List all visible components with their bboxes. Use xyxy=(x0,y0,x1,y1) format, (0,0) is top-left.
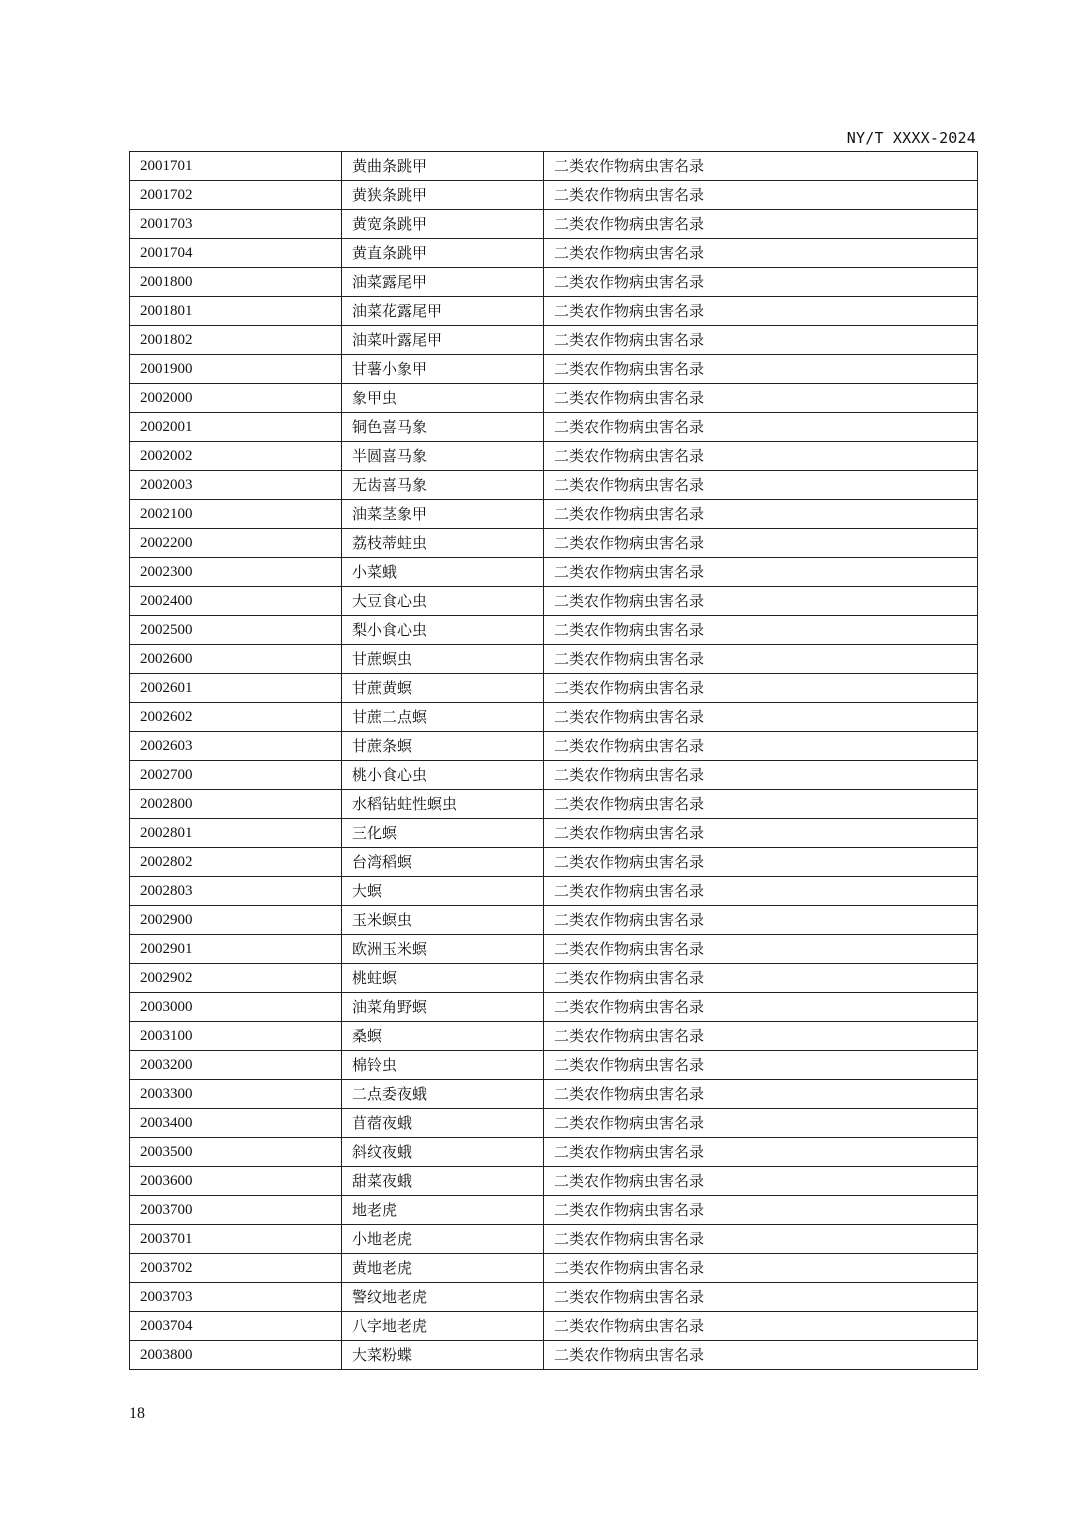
category-cell: 二类农作物病虫害名录 xyxy=(544,587,978,616)
code-cell: 2002800 xyxy=(130,790,342,819)
code-cell: 2001900 xyxy=(130,355,342,384)
category-cell: 二类农作物病虫害名录 xyxy=(544,1225,978,1254)
table-row xyxy=(130,297,978,326)
code-cell: 2002803 xyxy=(130,877,342,906)
table-row xyxy=(130,152,978,181)
table-row xyxy=(130,181,978,210)
category-cell: 二类农作物病虫害名录 xyxy=(544,1051,978,1080)
name-cell: 油菜花露尾甲 xyxy=(342,297,544,326)
category-cell: 二类农作物病虫害名录 xyxy=(544,384,978,413)
table-row xyxy=(130,616,978,645)
category-cell: 二类农作物病虫害名录 xyxy=(544,529,978,558)
name-cell: 斜纹夜蛾 xyxy=(342,1138,544,1167)
code-cell: 2002100 xyxy=(130,500,342,529)
table-row xyxy=(130,1051,978,1080)
table-row xyxy=(130,906,978,935)
category-cell: 二类农作物病虫害名录 xyxy=(544,471,978,500)
name-cell: 甘蔗黄螟 xyxy=(342,674,544,703)
category-cell: 二类农作物病虫害名录 xyxy=(544,1138,978,1167)
standard-code: NY/T XXXX-2024 xyxy=(846,129,976,147)
table-row xyxy=(130,993,978,1022)
name-cell: 欧洲玉米螟 xyxy=(342,935,544,964)
table-row xyxy=(130,1312,978,1341)
code-cell: 2002200 xyxy=(130,529,342,558)
name-cell: 油菜茎象甲 xyxy=(342,500,544,529)
category-cell: 二类农作物病虫害名录 xyxy=(544,1254,978,1283)
category-cell: 二类农作物病虫害名录 xyxy=(544,877,978,906)
code-cell: 2001701 xyxy=(130,152,342,181)
table-row xyxy=(130,1167,978,1196)
code-cell: 2003200 xyxy=(130,1051,342,1080)
table-row xyxy=(130,1196,978,1225)
category-cell: 二类农作物病虫害名录 xyxy=(544,1167,978,1196)
code-cell: 2003500 xyxy=(130,1138,342,1167)
name-cell: 甘薯小象甲 xyxy=(342,355,544,384)
name-cell: 警纹地老虎 xyxy=(342,1283,544,1312)
name-cell: 桃小食心虫 xyxy=(342,761,544,790)
table-row xyxy=(130,210,978,239)
code-cell: 2002902 xyxy=(130,964,342,993)
table-row xyxy=(130,964,978,993)
table-row xyxy=(130,1080,978,1109)
category-cell: 二类农作物病虫害名录 xyxy=(544,993,978,1022)
category-cell: 二类农作物病虫害名录 xyxy=(544,500,978,529)
table-row xyxy=(130,645,978,674)
table-row xyxy=(130,413,978,442)
code-cell: 2002300 xyxy=(130,558,342,587)
name-cell: 铜色喜马象 xyxy=(342,413,544,442)
code-cell: 2002700 xyxy=(130,761,342,790)
code-cell: 2001801 xyxy=(130,297,342,326)
category-cell: 二类农作物病虫害名录 xyxy=(544,355,978,384)
table-row xyxy=(130,500,978,529)
name-cell: 大螟 xyxy=(342,877,544,906)
name-cell: 荔枝蒂蛀虫 xyxy=(342,529,544,558)
table-row xyxy=(130,1283,978,1312)
category-cell: 二类农作物病虫害名录 xyxy=(544,819,978,848)
table-row xyxy=(130,558,978,587)
code-cell: 2003300 xyxy=(130,1080,342,1109)
name-cell: 黄直条跳甲 xyxy=(342,239,544,268)
name-cell: 梨小食心虫 xyxy=(342,616,544,645)
table-row xyxy=(130,1109,978,1138)
code-cell: 2001800 xyxy=(130,268,342,297)
table-row xyxy=(130,529,978,558)
name-cell: 甘蔗二点螟 xyxy=(342,703,544,732)
category-cell: 二类农作物病虫害名录 xyxy=(544,616,978,645)
code-cell: 2001704 xyxy=(130,239,342,268)
name-cell: 甘蔗条螟 xyxy=(342,732,544,761)
code-cell: 2002901 xyxy=(130,935,342,964)
category-cell: 二类农作物病虫害名录 xyxy=(544,442,978,471)
category-cell: 二类农作物病虫害名录 xyxy=(544,181,978,210)
code-cell: 2003600 xyxy=(130,1167,342,1196)
category-cell: 二类农作物病虫害名录 xyxy=(544,1080,978,1109)
code-cell: 2003701 xyxy=(130,1225,342,1254)
category-cell: 二类农作物病虫害名录 xyxy=(544,674,978,703)
table-row xyxy=(130,587,978,616)
code-cell: 2002400 xyxy=(130,587,342,616)
category-cell: 二类农作物病虫害名录 xyxy=(544,906,978,935)
category-cell: 二类农作物病虫害名录 xyxy=(544,326,978,355)
code-cell: 2002603 xyxy=(130,732,342,761)
code-cell: 2001703 xyxy=(130,210,342,239)
category-cell: 二类农作物病虫害名录 xyxy=(544,239,978,268)
category-cell: 二类农作物病虫害名录 xyxy=(544,848,978,877)
code-cell: 2002601 xyxy=(130,674,342,703)
table-row xyxy=(130,384,978,413)
code-cell: 2003703 xyxy=(130,1283,342,1312)
name-cell: 桑螟 xyxy=(342,1022,544,1051)
pest-list-table xyxy=(129,151,978,1370)
name-cell: 油菜露尾甲 xyxy=(342,268,544,297)
name-cell: 黄狭条跳甲 xyxy=(342,181,544,210)
name-cell: 甘蔗螟虫 xyxy=(342,645,544,674)
name-cell: 苜蓿夜蛾 xyxy=(342,1109,544,1138)
table-row xyxy=(130,703,978,732)
table-body xyxy=(130,152,978,1370)
category-cell: 二类农作物病虫害名录 xyxy=(544,210,978,239)
name-cell: 三化螟 xyxy=(342,819,544,848)
table-row xyxy=(130,674,978,703)
code-cell: 2001802 xyxy=(130,326,342,355)
category-cell: 二类农作物病虫害名录 xyxy=(544,1022,978,1051)
code-cell: 2002001 xyxy=(130,413,342,442)
code-cell: 2002500 xyxy=(130,616,342,645)
table-row xyxy=(130,790,978,819)
code-cell: 2002003 xyxy=(130,471,342,500)
category-cell: 二类农作物病虫害名录 xyxy=(544,761,978,790)
table-row xyxy=(130,268,978,297)
table-row xyxy=(130,732,978,761)
table-row xyxy=(130,1341,978,1370)
table-row xyxy=(130,819,978,848)
code-cell: 2003400 xyxy=(130,1109,342,1138)
code-cell: 2003100 xyxy=(130,1022,342,1051)
category-cell: 二类农作物病虫害名录 xyxy=(544,964,978,993)
name-cell: 桃蛀螟 xyxy=(342,964,544,993)
name-cell: 大豆食心虫 xyxy=(342,587,544,616)
code-cell: 2003000 xyxy=(130,993,342,1022)
code-cell: 2003700 xyxy=(130,1196,342,1225)
name-cell: 八字地老虎 xyxy=(342,1312,544,1341)
name-cell: 台湾稻螟 xyxy=(342,848,544,877)
table-row xyxy=(130,1254,978,1283)
table-row xyxy=(130,1138,978,1167)
table-row xyxy=(130,442,978,471)
category-cell: 二类农作物病虫害名录 xyxy=(544,1312,978,1341)
code-cell: 2002000 xyxy=(130,384,342,413)
code-cell: 2002602 xyxy=(130,703,342,732)
name-cell: 二点委夜蛾 xyxy=(342,1080,544,1109)
category-cell: 二类农作物病虫害名录 xyxy=(544,790,978,819)
name-cell: 大菜粉蝶 xyxy=(342,1341,544,1370)
table-row xyxy=(130,326,978,355)
name-cell: 地老虎 xyxy=(342,1196,544,1225)
table-row xyxy=(130,935,978,964)
category-cell: 二类农作物病虫害名录 xyxy=(544,1109,978,1138)
name-cell: 玉米螟虫 xyxy=(342,906,544,935)
category-cell: 二类农作物病虫害名录 xyxy=(544,558,978,587)
code-cell: 2002900 xyxy=(130,906,342,935)
name-cell: 棉铃虫 xyxy=(342,1051,544,1080)
code-cell: 2002600 xyxy=(130,645,342,674)
category-cell: 二类农作物病虫害名录 xyxy=(544,1283,978,1312)
category-cell: 二类农作物病虫害名录 xyxy=(544,935,978,964)
code-cell: 2003704 xyxy=(130,1312,342,1341)
code-cell: 2003702 xyxy=(130,1254,342,1283)
name-cell: 小菜蛾 xyxy=(342,558,544,587)
table-row xyxy=(130,848,978,877)
name-cell: 象甲虫 xyxy=(342,384,544,413)
table-row xyxy=(130,471,978,500)
table-row xyxy=(130,355,978,384)
category-cell: 二类农作物病虫害名录 xyxy=(544,297,978,326)
table-row xyxy=(130,1225,978,1254)
name-cell: 油菜叶露尾甲 xyxy=(342,326,544,355)
name-cell: 小地老虎 xyxy=(342,1225,544,1254)
category-cell: 二类农作物病虫害名录 xyxy=(544,703,978,732)
name-cell: 甜菜夜蛾 xyxy=(342,1167,544,1196)
name-cell: 黄曲条跳甲 xyxy=(342,152,544,181)
category-cell: 二类农作物病虫害名录 xyxy=(544,1196,978,1225)
code-cell: 2002801 xyxy=(130,819,342,848)
category-cell: 二类农作物病虫害名录 xyxy=(544,732,978,761)
name-cell: 半圆喜马象 xyxy=(342,442,544,471)
code-cell: 2001702 xyxy=(130,181,342,210)
name-cell: 黄地老虎 xyxy=(342,1254,544,1283)
category-cell: 二类农作物病虫害名录 xyxy=(544,645,978,674)
code-cell: 2003800 xyxy=(130,1341,342,1370)
table-row xyxy=(130,239,978,268)
category-cell: 二类农作物病虫害名录 xyxy=(544,1341,978,1370)
code-cell: 2002802 xyxy=(130,848,342,877)
page-number: 18 xyxy=(129,1405,145,1422)
name-cell: 油菜角野螟 xyxy=(342,993,544,1022)
name-cell: 黄宽条跳甲 xyxy=(342,210,544,239)
code-cell: 2002002 xyxy=(130,442,342,471)
name-cell: 无齿喜马象 xyxy=(342,471,544,500)
category-cell: 二类农作物病虫害名录 xyxy=(544,268,978,297)
table-row xyxy=(130,1022,978,1051)
category-cell: 二类农作物病虫害名录 xyxy=(544,413,978,442)
table-row xyxy=(130,761,978,790)
category-cell: 二类农作物病虫害名录 xyxy=(544,152,978,181)
name-cell: 水稻钻蛀性螟虫 xyxy=(342,790,544,819)
table-row xyxy=(130,877,978,906)
